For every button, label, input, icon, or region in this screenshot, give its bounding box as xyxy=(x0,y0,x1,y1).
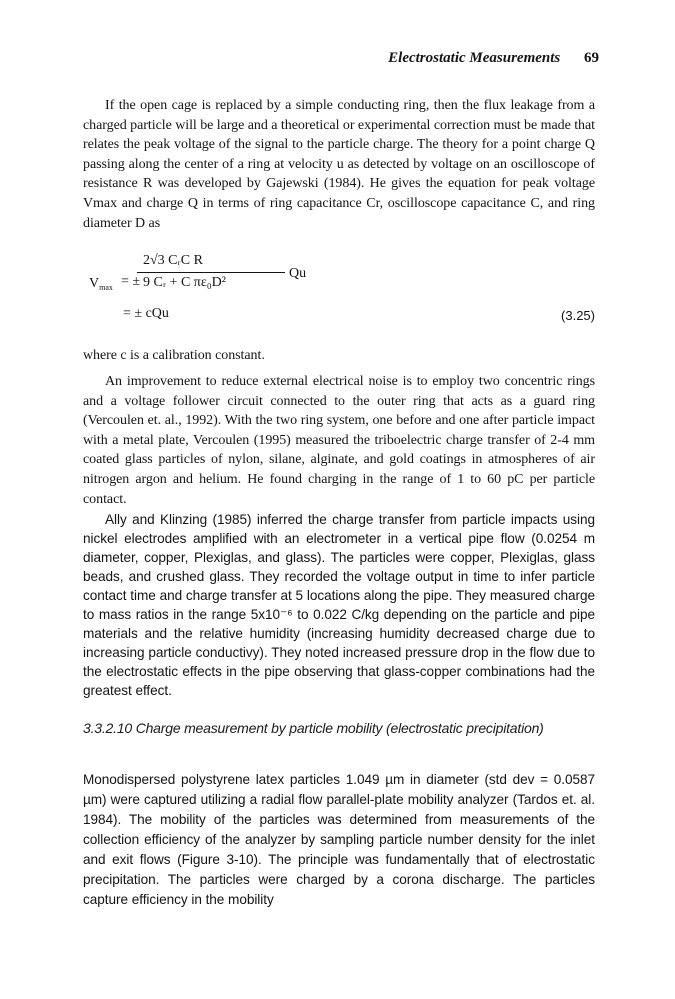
paragraph-ring-theory: If the open cage is replaced by a simple conducting ring, then the flux leakage from a charged particle will be large and a theoretical or experimental correction must be made that relates the peak voltage of the signal to the particle charge. The theory for a point charge Q passing along the center of a ring at velocity u as detected by voltage on an oscilloscope of resistance R was developed by Gajewski (1984). He gives the equation for peak voltage Vmax and charge Q in terms of ring capacitance Cr, oscilloscope capacitance C, and ring diameter D as xyxy=(83,98,595,231)
equation-denominator: 9 Cᵣ + C πε₀D² xyxy=(143,275,226,290)
page-number: 69 xyxy=(584,50,599,66)
section-heading: 3.3.2.10 Charge measurement by particle mobility (electrostatic precipitation) xyxy=(83,720,544,736)
paragraph-mobility: Monodispersed polystyrene latex particles 1.049 µm in diameter (std dev = 0.0587 µm) were captured utilizing a radial flow parallel-plate mobility analyzer (Tardos et. al. 1984). The mobility of the particles was determined from measurements of the collection efficiency of the analyzer by sampling particle number density for the inlet and exit flows (Figure 3-10). The principle was fundamentally that of electrostatic precipitation. The particles were charged by a corona discharge. The particles capture efficiency in the mobility xyxy=(83,772,595,907)
equation-factor: Qu xyxy=(289,266,307,281)
equation-second-line: = ± cQu xyxy=(123,306,169,321)
equation-lhs: $V_{max}$ xyxy=(89,276,113,292)
equation-3-25 xyxy=(83,252,595,342)
paragraph-ally-klinzing: Ally and Klinzing (1985) inferred the charge transfer from particle impacts using nickel electrodes amplified with an electrometer in a vertical pipe flow (0.0254 m diameter, copper, Plexiglas, and glass). The particles were copper, Plexiglas, glass beads, and crushed glass. They recorded the voltage output in time to infer particle contact time and charge transfer at 5 locations along the pipe. They measured charge to mass ratios in the range 5x10⁻⁶ to 0.022 C/kg depending on the particle and pipe materials and the relative humidity (increasing humidity decreased charge due to increasing particle conductivy). They noted increased pressure drop in the flow due to the electrostatic effects in the pipe observing that glass-copper combinations had the greatest effect. xyxy=(83,512,595,698)
equation-number: (3.25) xyxy=(561,308,595,323)
fraction-bar xyxy=(137,272,285,273)
equation-numerator: 2√3 CᵣC R xyxy=(143,253,203,268)
paragraph-calibration: where c is a calibration constant. xyxy=(83,348,265,363)
paragraph-guard-ring: An improvement to reduce external electrical noise is to employ two concentric rings and a voltage follower circuit connected to the outer ring that acts as a guard ring (Vercoulen et. al., 1992). With the two ring system, one before and one after particle impact with a metal plate, Vercoulen (1995) measured the triboelectric charge transfer of 2-4 mm coated glass particles of nylon, silane, alginate, and gold coatings in atmospheres of air nitrogen argon and helium. He found charging in the range of 1 to 60 pC per particle contact. xyxy=(83,374,595,507)
equation-plus-minus: = ± xyxy=(121,274,141,289)
running-header xyxy=(388,50,599,67)
running-header-title: Electrostatic Measurements xyxy=(388,50,561,66)
